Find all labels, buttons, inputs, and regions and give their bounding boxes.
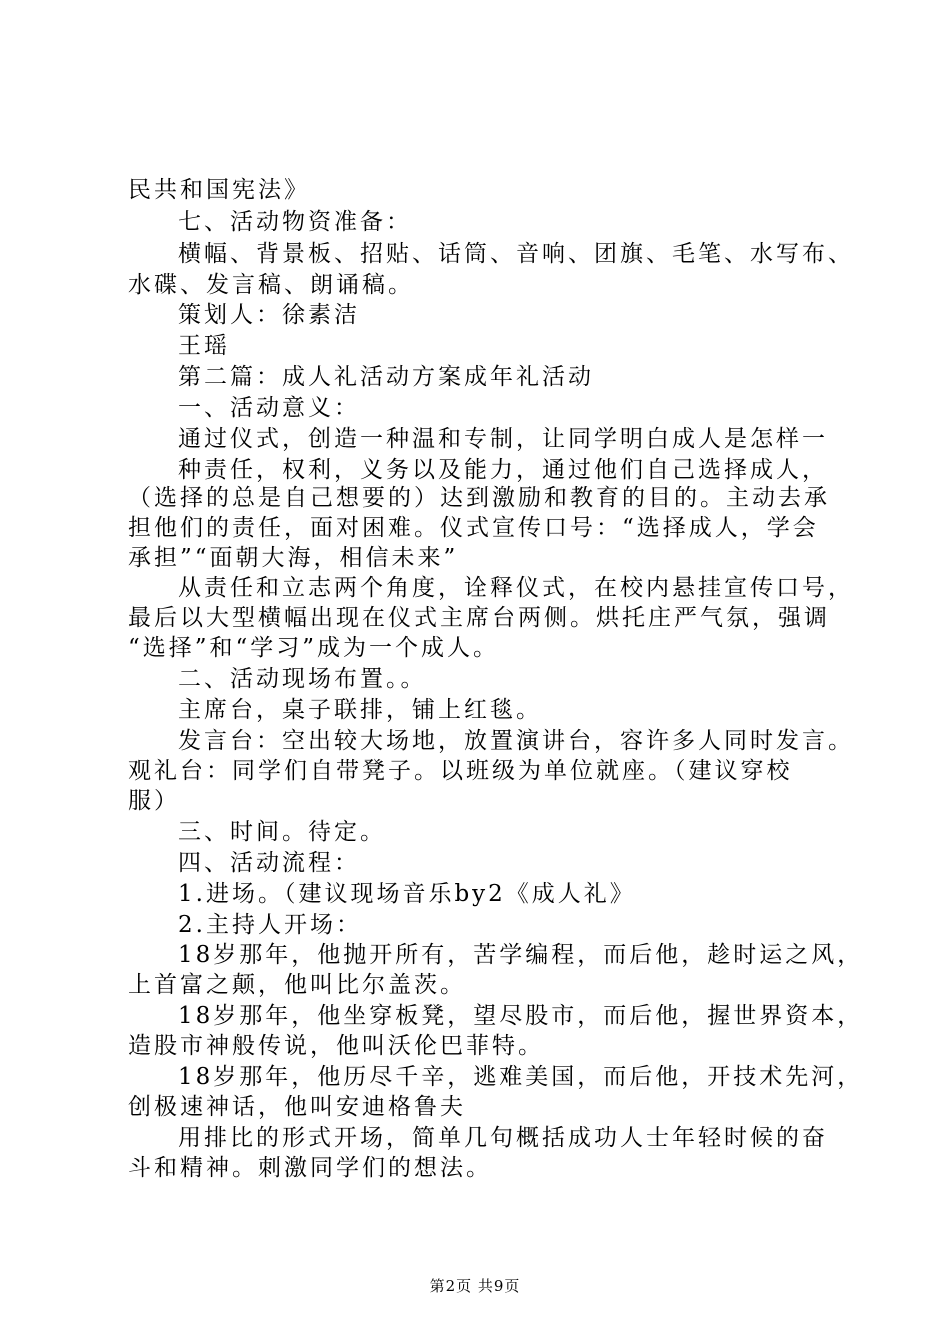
text-line: 创极速神话，他叫安迪格鲁夫 bbox=[128, 1094, 466, 1120]
text-line: 用排比的形式开场，简单几句概括成功人士年轻时候的奋 bbox=[178, 1125, 828, 1151]
text-line: 水碟、发言稿、朗诵稿。 bbox=[128, 272, 414, 298]
text-line: “选择”和“学习”成为一个成人。 bbox=[128, 635, 500, 661]
text-line: 担他们的责任，面对困难。仪式宣传口号：“选择成人，学会 bbox=[128, 515, 819, 541]
text-line: 18岁那年，他坐穿板凳，望尽股市，而后他，握世界资本， bbox=[178, 1003, 864, 1029]
text-line: 造股市神般传说，他叫沃伦巴菲特。 bbox=[128, 1033, 544, 1059]
text-line: 种责任，权利，义务以及能力，通过他们自己选择成人， bbox=[178, 457, 828, 483]
text-line: （选择的总是自己想要的）达到激励和教育的目的。主动去承 bbox=[128, 485, 830, 511]
text-line: 承担”“面朝大海，相信未来” bbox=[128, 545, 459, 571]
text-line: 横幅、背景板、招贴、话筒、音响、团旗、毛笔、水写布、 bbox=[178, 241, 854, 267]
text-line: 四、活动流程： bbox=[178, 850, 360, 876]
text-line: 主席台，桌子联排，铺上红毯。 bbox=[178, 697, 542, 723]
text-line: 三、时间。待定。 bbox=[178, 819, 386, 845]
text-line: 18岁那年，他抛开所有，苦学编程，而后他，趁时运之风， bbox=[178, 942, 864, 968]
text-line: 观礼台：同学们自带凳子。以班级为单位就座。（建议穿校 bbox=[128, 758, 793, 784]
text-line: 18岁那年，他历尽千辛，逃难美国，而后他，开技术先河， bbox=[178, 1064, 864, 1090]
text-line: 2.主持人开场： bbox=[178, 912, 362, 938]
text-line: 最后以大型横幅出现在仪式主席台两侧。烘托庄严气氛，强调 bbox=[128, 605, 830, 631]
page-footer: 第2页 共9页 bbox=[429, 1277, 521, 1295]
text-line: 上首富之颠，他叫比尔盖茨。 bbox=[128, 972, 466, 998]
text-line: 服） bbox=[128, 788, 180, 814]
text-line: 二、活动现场布置。。 bbox=[178, 666, 427, 692]
section-heading: 第二篇：成人礼活动方案成年礼活动 bbox=[178, 364, 594, 390]
text-line: 一、活动意义： bbox=[178, 395, 360, 421]
text-line: 王瑶 bbox=[178, 333, 230, 359]
text-line: 七、活动物资准备： bbox=[178, 209, 412, 235]
text-line: 民共和国宪法》 bbox=[128, 177, 310, 203]
text-line: 发言台：空出较大场地，放置演讲台，容许多人同时发言。 bbox=[178, 728, 854, 754]
text-line: 通过仪式，创造一种温和专制，让同学明白成人是怎样一 bbox=[178, 426, 828, 452]
text-line: 1.进场。（建议现场音乐by2《成人礼》 bbox=[178, 881, 636, 907]
text-line: 策划人：徐素洁 bbox=[178, 302, 360, 328]
text-line: 斗和精神。刺激同学们的想法。 bbox=[128, 1155, 492, 1181]
text-line: 从责任和立志两个角度，诠释仪式，在校内悬挂宣传口号， bbox=[178, 575, 854, 601]
